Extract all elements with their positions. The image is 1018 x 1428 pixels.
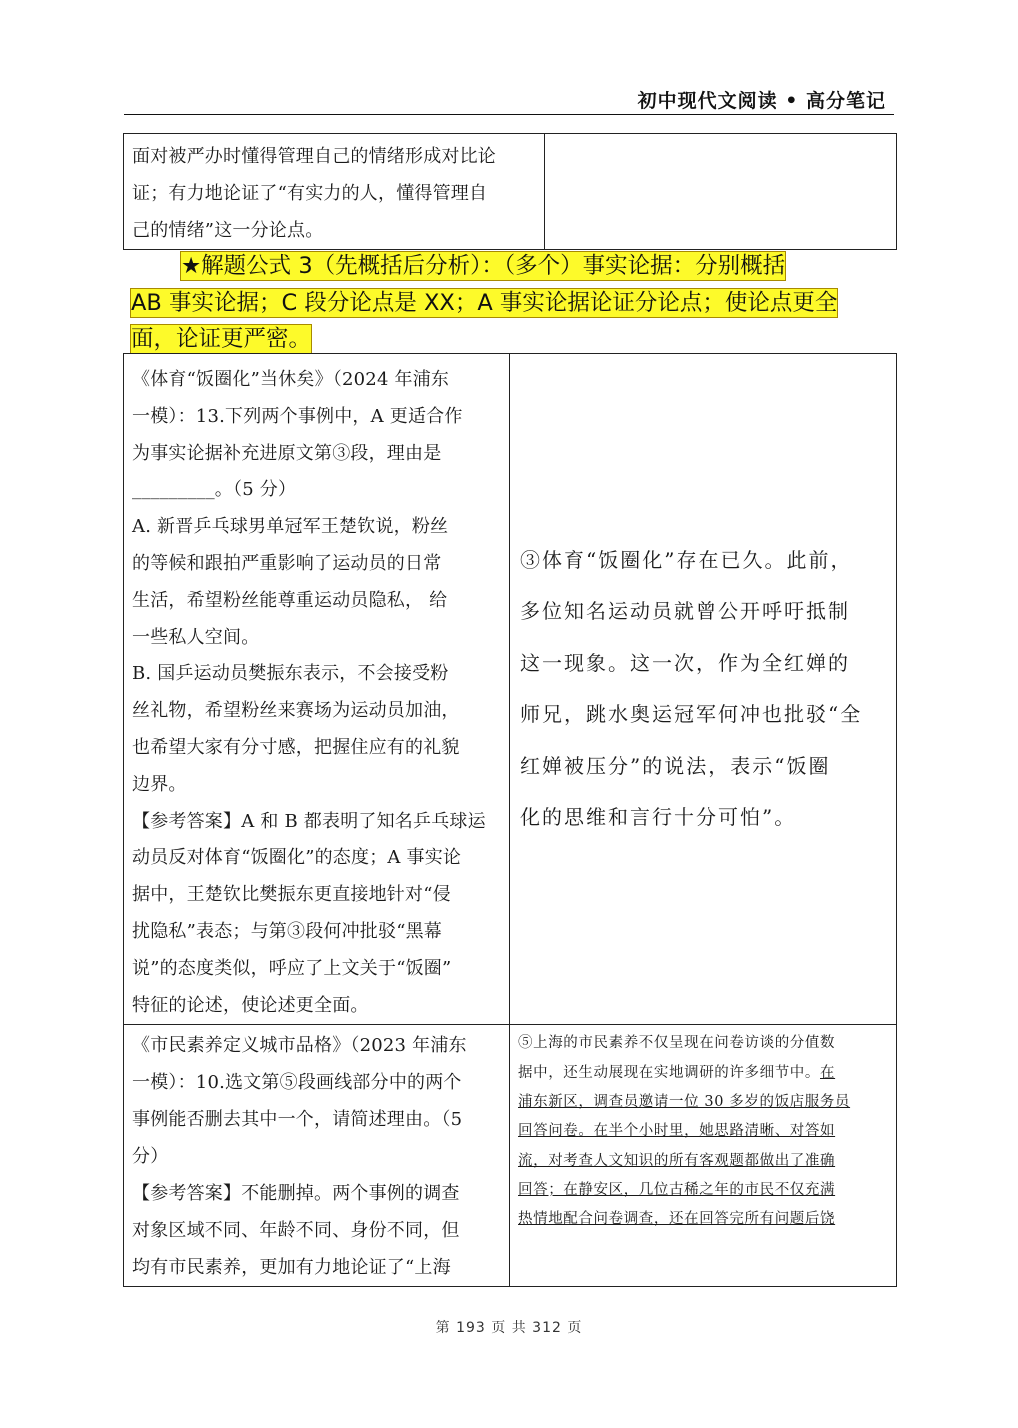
continued-right-text	[545, 134, 896, 140]
reference-cell	[510, 1025, 897, 1287]
header-divider	[124, 114, 894, 115]
page-footer: 第 193 页 共 312 页	[435, 1320, 583, 1336]
continued-table	[123, 133, 897, 250]
table-row	[124, 1025, 897, 1287]
table-row	[124, 354, 897, 1025]
question-text-2: 《市民素养定义城市品格》（2023 年浦东 一模）：10.选文第⑤段画线部分中的两个 事例能否删去其中一个，请简述理由。（5 分） 【参考答案】不能删掉。两个事例的调查 对象区域不同、年龄不同、身份不同，但 均有市民素养，更加有力地论证了“上海	[132, 1035, 467, 1279]
formula-line-1: ★解题公式 3（先概括后分析）：（多个）事实论据：分别概括	[181, 253, 786, 279]
continued-left-cell	[124, 134, 545, 250]
continued-right-cell	[545, 134, 897, 250]
reference-paragraph-3: ③体育“饭圈化”存在已久。此前， 多位知名运动员就曾公开呼吁抵制 这一现象。这一次，作为全红婵的 师兄，跳水奥运冠军何冲也批驳“全 红婵被压分”的说法，表示“饭圈 化的思维和言行十分可怕”。	[520, 547, 863, 830]
formula-line-3: 面，论证更严密。	[131, 326, 312, 352]
question-cell	[124, 354, 510, 1025]
reference-cell	[510, 354, 897, 1025]
reference-plain-text: ⑤上海的市民素养不仅呈现在问卷访谈的分值数 据中，还生动展现在实地调研的许多细节中。	[518, 1035, 836, 1081]
question-text-1: 《体育“饭圈化”当休矣》（2024 年浦东 一模）：13.下列两个事例中，A 更适合作 为事实论据补充进原文第③段，理由是 _________。（5 分） A. 新晋乒乓球男单冠军王楚钦说，粉丝 的等候和跟拍严重影响了运动员的日常 生活，希望粉丝能尊重运动员隐私， 给 一些私人空间。 B. 国乒运动员樊振东表示，不会接受粉 丝礼物，希望粉丝来赛场为运动员加油， 也希望大家有分寸感，把握住应有的礼貌 边界。 【参考答案】A 和 B 都表明了知名乒乓球运 动员反对体育“饭圈化”的态度；A 事实论 据中，王楚钦比樊振东更直接地针对“侵 扰隐私”表态；与第③段何冲批驳“黑幕 说”的态度类似，呼应了上文关于“饭圈” 特征的论述，使论述更全面。	[132, 369, 486, 1016]
examples-table	[123, 353, 897, 1287]
continued-analysis-text: 面对被严办时懂得管理自己的情绪形成对比论 证；有力地论证了“有实力的人，懂得管理自 己的情绪”这一分论点。	[132, 146, 496, 241]
reference-underlined-text: 在 浦东新区，调查员邀请一位 30 多岁的饭店服务员 回答问卷。在半个小时里，她思路清晰、对答如 流，对考查人文知识的所有客观题都做出了准确 回答；在静安区，几位古稀之年的市民不仅充满 热情地配合问卷调查，还在回答完所有问题后饶	[518, 1064, 851, 1228]
solution-formula	[131, 248, 891, 358]
reference-paragraph-5	[510, 1025, 896, 1234]
formula-line-2: AB 事实论据；C 段分论点是 XX；A 事实论据论证分论点；使论点更全	[131, 289, 838, 316]
page-header-title: 初中现代文阅读 • 高分笔记	[637, 90, 886, 112]
question-cell	[124, 1025, 510, 1287]
